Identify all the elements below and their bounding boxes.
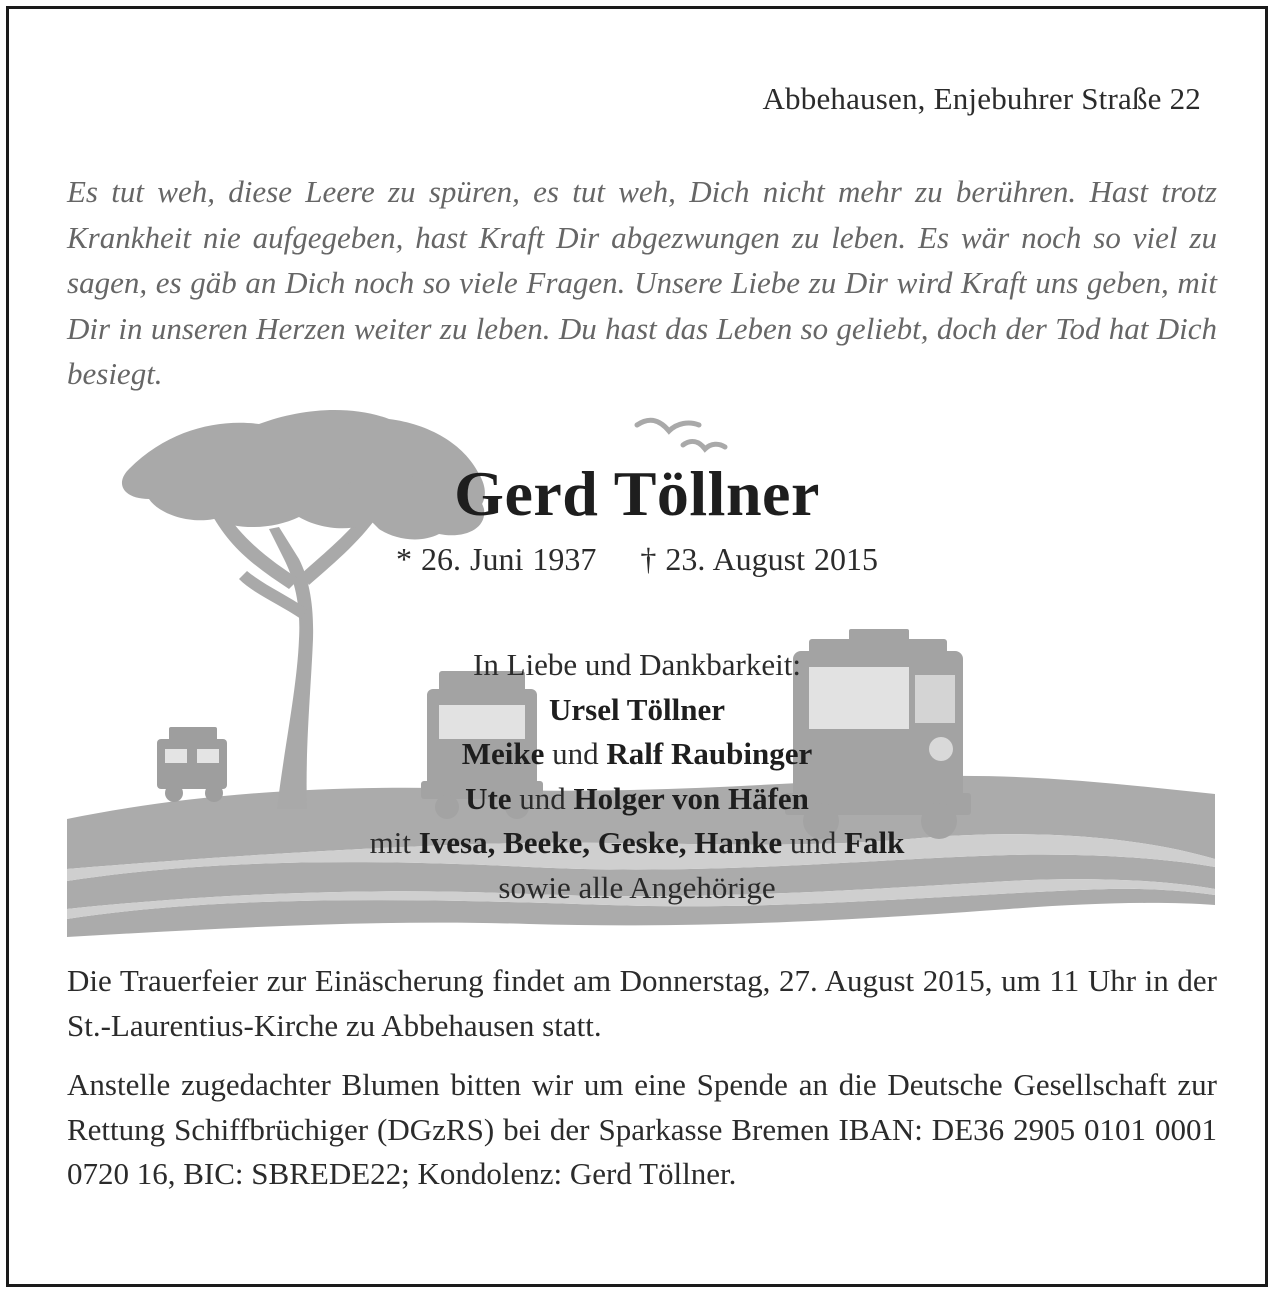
mourners-intro: In Liebe und Dankbarkeit: [473,647,801,682]
preposition: mit [369,825,411,860]
mourner-name: Ivesa, Beeke, Geske, Hanke [418,825,783,860]
address-line: Abbehausen, Enjebuhrer Straße 22 [762,81,1201,116]
conjunction: und [552,736,599,771]
memorial-poem: Es tut weh, diese Leere zu spüren, es tut weh, Dich nicht mehr zu berühren. Hast trotz Krankheit nie aufgegeben, hast Kraft Dir abgezwungen zu leben. Es wär noch so viel zu sagen, es gäb an Dich noch so viele Fragen. Unsere Liebe zu Dir wird Kraft uns geben, mit Dir in unseren Herzen weiter zu leben. Du hast das Leben so geliebt, doch der Tod hat Dich besiegt. [67,174,1217,391]
conjunction: und [519,780,566,816]
mourner-name: Meike [461,736,545,771]
mourners-list [9,643,1265,910]
conjunction: und [789,825,837,860]
mourner-name: Ute [465,780,512,816]
mourner-name: Ralf Raubinger [606,736,813,771]
birth-date: * 26. Juni 1937 [395,541,597,577]
ceremony-notice: Die Trauerfeier zur Einäscherung findet am Donnerstag, 27. August 2015, um 11 Uhr in der St.-Laurentius-Kirche zu Abbehausen statt. [67,963,1217,1043]
life-dates [9,541,1265,578]
mourner-line-3 [9,777,1265,822]
donation-notice: Anstelle zugedachter Blumen bitten wir um eine Spende an die Deutsche Gesellschaft zur Rettung Schiffbrüchiger (DGzRS) bei der Sparkasse Bremen IBAN: DE36 2905 0101 0001 0720 16, BIC: SBREDE22; Kondolenz: Gerd Töllner. [67,1067,1217,1191]
deceased-name: Gerd Töllner [454,458,820,529]
obituary-frame [6,6,1268,1287]
mourner-name: Ursel Töllner [549,691,725,727]
death-date: † 23. August 2015 [640,541,879,577]
mourner-line-4 [9,821,1265,866]
mourners-closing: sowie alle Angehörige [498,869,776,905]
mourner-line-2 [9,732,1265,777]
mourner-name: Falk [844,825,905,860]
birds-icon [637,420,725,449]
mourner-name: Holger von Häfen [573,780,809,816]
mourner-line-1 [9,688,1265,733]
